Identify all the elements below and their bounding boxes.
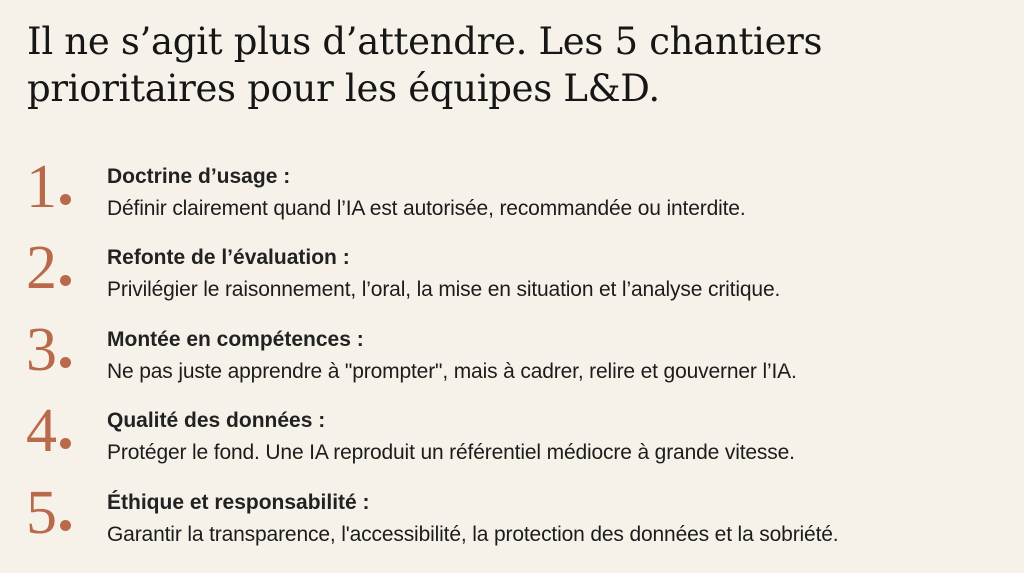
item-heading: Qualité des données : [107,409,326,432]
list-item [0,397,1024,484]
item-number-digit: 5 [26,479,57,547]
list-item [0,479,1024,566]
page-title [27,18,1007,112]
item-number [26,153,71,221]
item-number [26,234,71,302]
item-description: Définir clairement quand l’IA est autorisée, recommandée ou interdite. [107,197,746,220]
title-line-1: Il ne s’agit plus d’attendre. Les 5 chantiers [27,20,823,63]
item-description: Privilégier le raisonnement, l’oral, la mise en situation et l’analyse critique. [107,278,781,301]
item-heading: Éthique et responsabilité : [107,491,370,514]
item-heading: Doctrine d’usage : [107,165,291,188]
item-number-digit: 3 [26,316,57,384]
bullet-dot-icon [60,275,71,286]
bullet-dot-icon [60,357,71,368]
item-number-digit: 1 [26,153,57,221]
item-description: Garantir la transparence, l'accessibilité, la protection des données et la sobriété. [107,523,839,546]
list-item [0,234,1024,321]
item-heading: Montée en compétences : [107,328,364,351]
item-number [26,316,71,384]
item-heading: Refonte de l’évaluation : [107,246,350,269]
bullet-dot-icon [60,194,71,205]
title-line-2: prioritaires pour les équipes L&D. [27,67,660,110]
item-number-digit: 2 [26,234,57,302]
list-item [0,316,1024,403]
list-item [0,153,1024,240]
item-description: Ne pas juste apprendre à "prompter", mais à cadrer, relire et gouverner l’IA. [107,360,797,383]
bullet-dot-icon [60,520,71,531]
item-description: Protéger le fond. Une IA reproduit un référentiel médiocre à grande vitesse. [107,441,795,464]
item-number [26,397,71,465]
item-number [26,479,71,547]
bullet-dot-icon [60,438,71,449]
item-number-digit: 4 [26,397,57,465]
